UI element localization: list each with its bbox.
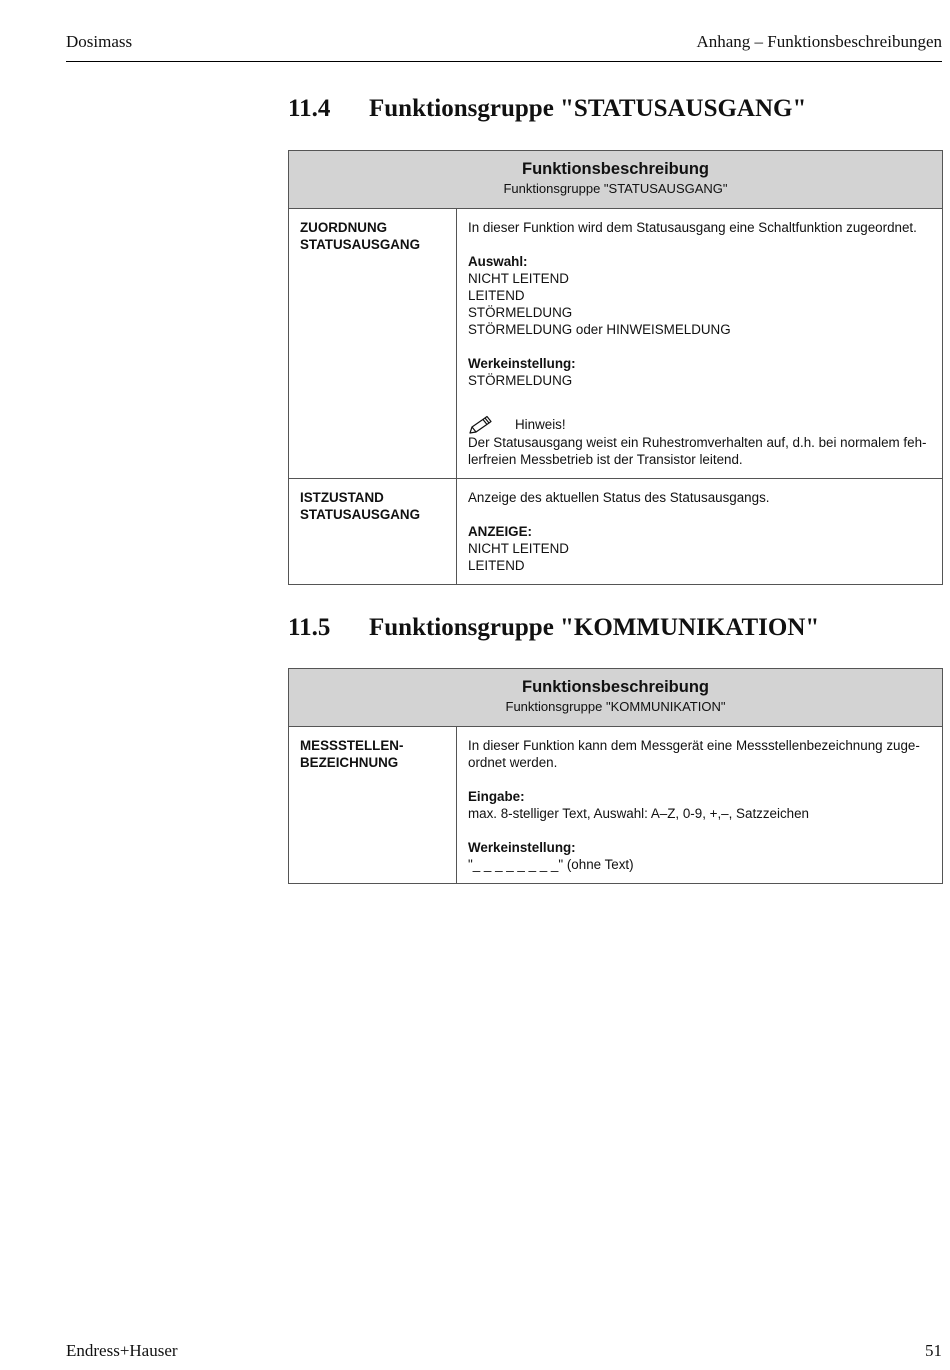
description-intro: In dieser Funktion kann dem Messgerät eine Messstellenbezeichnung zuge- xyxy=(468,738,920,753)
default-label: Werkeinstellung: xyxy=(468,356,576,371)
input-value: max. 8-stelliger Text, Auswahl: A–Z, 0-9, +,–, Satzzeichen xyxy=(468,806,810,821)
pencil-icon xyxy=(468,414,494,434)
section-title: Funktionsgruppe "STATUSAUSGANG" xyxy=(369,95,807,122)
function-description xyxy=(457,479,943,585)
section-title: Funktionsgruppe "KOMMUNIKATION" xyxy=(369,614,820,641)
description-intro: In dieser Funktion wird dem Statusausgang eine Schaltfunktion zugeordnet. xyxy=(468,220,917,235)
function-description xyxy=(457,727,943,884)
function-name: MESSSTELLEN- BEZEICHNUNG xyxy=(289,727,457,884)
default-value: STÖRMELDUNG xyxy=(468,373,573,388)
function-name: ZUORDNUNG STATUSAUSGANG xyxy=(289,209,457,479)
choice-option: STÖRMELDUNG xyxy=(468,305,573,320)
header-chapter-title: Anhang – Funktionsbeschreibungen xyxy=(696,32,942,51)
section-number: 11.4 xyxy=(288,95,331,122)
default-value: "_ _ _ _ _ _ _ _" (ohne Text) xyxy=(468,857,634,872)
page-number: 51 xyxy=(925,1341,942,1360)
table-header-subtitle: Funktionsgruppe "KOMMUNIKATION" xyxy=(505,699,726,714)
note xyxy=(468,414,931,434)
section-heading-kommunikation xyxy=(288,614,942,642)
table-row xyxy=(289,209,943,479)
table-row xyxy=(289,479,943,585)
table-header-title: Funktionsbeschreibung xyxy=(521,160,709,178)
table-header-subtitle: Funktionsgruppe "STATUSAUSGANG" xyxy=(503,181,728,196)
function-table-kommunikation xyxy=(288,668,943,884)
table-header-title: Funktionsbeschreibung xyxy=(521,678,709,696)
display-label: ANZEIGE: xyxy=(468,524,532,539)
choice-option: STÖRMELDUNG oder HINWEISMELDUNG xyxy=(468,322,731,337)
section-number: 11.5 xyxy=(288,614,331,641)
display-value: NICHT LEITEND xyxy=(468,541,569,556)
note-text: lerfreien Messbetrieb ist der Transistor leitend. xyxy=(468,452,743,467)
choice-label: Auswahl: xyxy=(468,254,528,269)
function-description xyxy=(457,209,943,479)
page-header xyxy=(66,31,942,62)
choice-option: NICHT LEITEND xyxy=(468,271,569,286)
header-product-name: Dosimass xyxy=(66,32,133,51)
default-label: Werkeinstellung: xyxy=(468,840,576,855)
input-label: Eingabe: xyxy=(468,789,525,804)
description-intro: ordnet werden. xyxy=(468,755,558,770)
choice-option: LEITEND xyxy=(468,288,525,303)
note-label: Hinweis! xyxy=(515,416,566,432)
section-heading-statusausgang xyxy=(288,95,942,123)
function-name: ISTZUSTAND STATUSAUSGANG xyxy=(289,479,457,585)
note-text: Der Statusausgang weist ein Ruhestromverhalten auf, d.h. bei normalem feh- xyxy=(468,435,927,450)
table-header xyxy=(289,669,943,727)
display-value: LEITEND xyxy=(468,558,525,573)
function-table-statusausgang xyxy=(288,150,943,585)
footer-company: Endress+Hauser xyxy=(66,1341,178,1360)
description-intro: Anzeige des aktuellen Status des Statusausgangs. xyxy=(468,490,770,505)
table-header xyxy=(289,151,943,209)
table-row xyxy=(289,727,943,884)
